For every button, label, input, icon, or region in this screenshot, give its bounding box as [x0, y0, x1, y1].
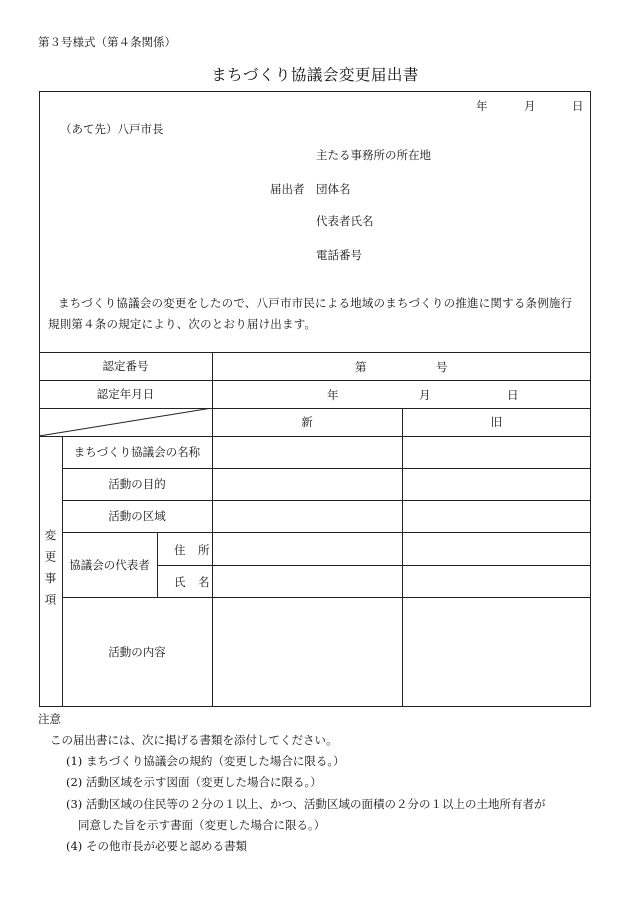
note-item: (4) その他市長が必要と認める書類	[66, 839, 247, 853]
table-column-rule	[212, 352, 213, 707]
table-column-rule	[157, 532, 158, 597]
note-item: (2) 活動区域を示す図面（変更した場合に限る。）	[66, 775, 322, 789]
note-item: (1) まちづくり協議会の規約（変更した場合に限る。）	[66, 754, 345, 768]
change-items-label: 変更事項	[43, 528, 58, 615]
representative-name-label: 代表者氏名	[316, 214, 374, 228]
date-year-label: 年	[476, 99, 488, 113]
row-label-name: まちづくり協議会の名称	[73, 445, 201, 459]
page-title: まちづくり協議会変更届出書	[211, 66, 419, 84]
cert-date-month: 月	[419, 388, 431, 402]
date-month-label: 月	[524, 99, 536, 113]
new-column-header: 新	[301, 415, 313, 429]
cert-date-label: 認定年月日	[96, 387, 155, 401]
table-rule	[157, 565, 591, 566]
note-item: (3) 活動区域の住民等の２分の１以上、かつ、活動区域の面積の２分の１以上の土地所有者が	[66, 797, 546, 811]
row-label-address-b: 所	[198, 543, 210, 557]
body-text-line2: 規則第４条の規定により、次のとおり届け出ます。	[48, 317, 317, 331]
row-label-representative: 協議会の代表者	[69, 557, 150, 572]
body-text-line1: まちづくり協議会の変更をしたので、八戸市市民による地域のまちづくりの推進に関する条例施行	[58, 296, 573, 310]
row-label-person-b: 名	[198, 575, 210, 589]
table-column-rule	[402, 408, 403, 707]
row-label-content: 活動の内容	[108, 645, 166, 659]
header-diagonal-line	[39, 408, 213, 437]
office-address-label: 主たる事務所の所在地	[316, 148, 431, 162]
note-item-continuation: 同意した旨を示す書面（変更した場合に限る。）	[78, 818, 326, 832]
row-label-address-a: 住	[174, 543, 186, 557]
phone-label: 電話番号	[316, 248, 362, 262]
cert-number-label: 認定番号	[102, 359, 149, 373]
cert-number-prefix: 第	[355, 360, 367, 374]
cert-number-suffix: 号	[436, 360, 448, 374]
row-label-person-a: 氏	[174, 575, 186, 589]
cert-date-day: 日	[507, 388, 519, 402]
old-column-header: 旧	[490, 415, 503, 429]
notes-title: 注意	[38, 712, 61, 726]
filer-role-label: 届出者	[270, 182, 305, 196]
addressee: （あて先）八戸市長	[60, 122, 164, 136]
form-number: 第３号様式（第４条関係）	[38, 35, 176, 49]
organization-label: 団体名	[316, 182, 351, 196]
date-day-label: 日	[572, 99, 584, 113]
row-label-purpose: 活動の目的	[108, 477, 166, 491]
cert-date-year: 年	[327, 388, 339, 402]
row-label-area: 活動の区域	[108, 509, 166, 523]
notes-intro: この届出書には、次に掲げる書類を添付してください。	[50, 733, 338, 747]
